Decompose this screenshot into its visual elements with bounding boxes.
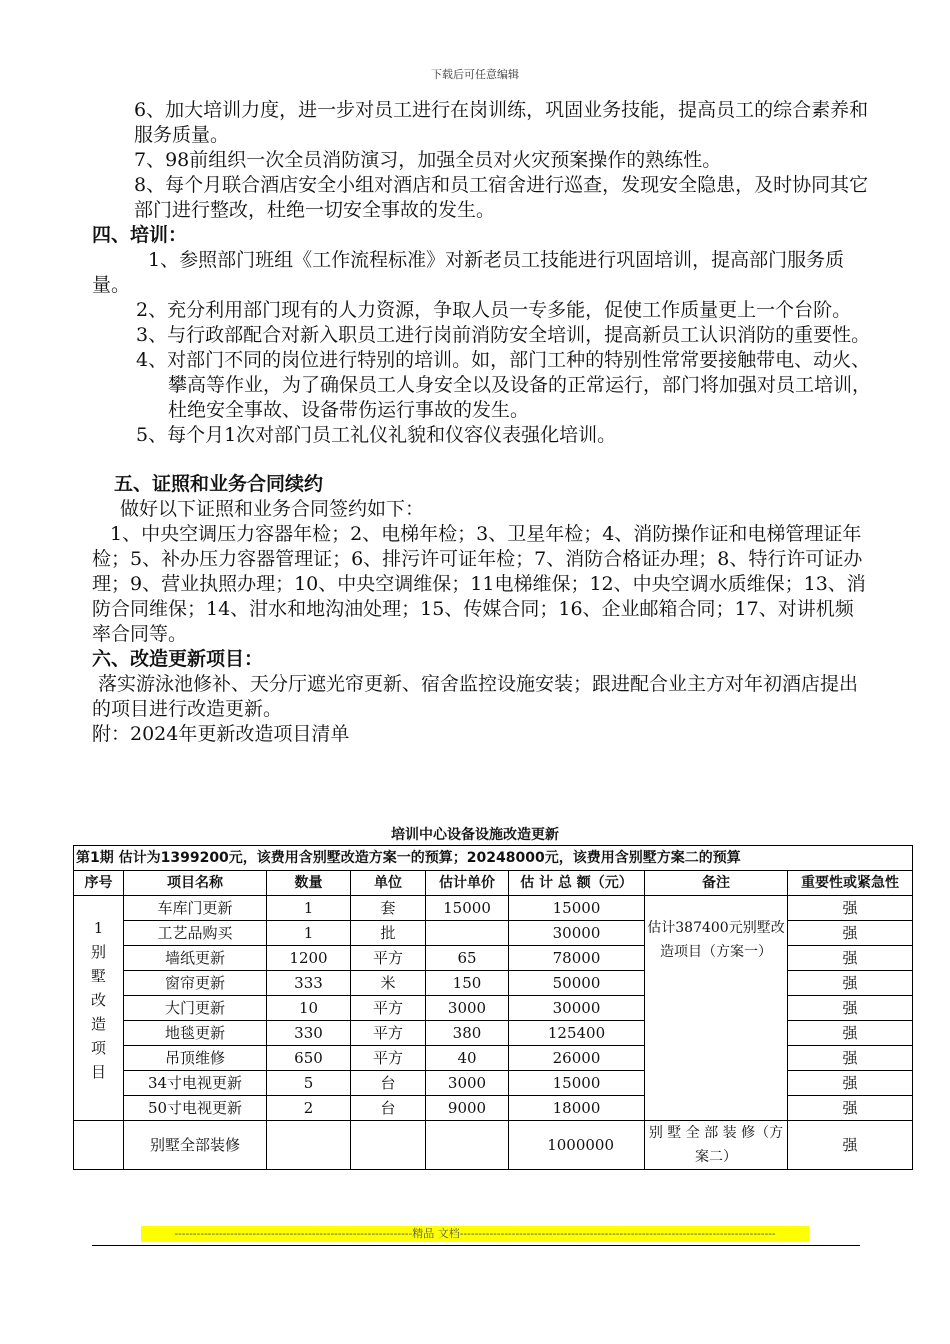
cell-qty: 1 (267, 896, 351, 921)
cell-name: 地毯更新 (124, 1021, 267, 1046)
table-caption: 培训中心设备设施改造更新 (391, 827, 559, 843)
table-row (74, 1046, 913, 1071)
cell-price: 15000 (426, 896, 509, 921)
paragraph-item-6: 6、加大培训力度，进一步对员工进行在岗训练，巩固业务技能，提高员工的综合素养和服务质量。 (134, 99, 869, 146)
section-heading-licenses: 五、证照和业务合同续约 (114, 473, 324, 495)
table-row (74, 1021, 913, 1046)
cell-name: 窗帘更新 (124, 971, 267, 996)
cell-note: 别 墅 全 部 装 修（方案二） (645, 1121, 788, 1170)
header-unit: 单位 (351, 871, 426, 896)
cell-name: 吊顶维修 (124, 1046, 267, 1071)
cell-total: 26000 (509, 1046, 645, 1071)
cell-total: 78000 (509, 946, 645, 971)
table-title-row (74, 846, 913, 871)
cell-price: 9000 (426, 1096, 509, 1121)
cell-unit: 台 (351, 1071, 426, 1096)
cell-total: 30000 (509, 921, 645, 946)
header-total: 估 计 总 额（元） (509, 871, 645, 896)
cell-name: 大门更新 (124, 996, 267, 1021)
cell-total: 18000 (509, 1096, 645, 1121)
training-item-5: 5、每个月1次对部门员工礼仪礼貌和仪容仪表强化培训。 (136, 424, 617, 446)
licenses-body: 1、中央空调压力容器年检；2、电梯年检；3、卫星年检；4、消防操作证和电梯管理证年检；5、补办压力容器管理证；6、排污许可证年检；7、消防合格证办理；8、特行许可证办理；9、营业执照办理；10、中央空调维保；11电梯维保；12、中央空调水质维保；13、消防合同维保；14、泔水和地沟油处理；15、传媒合同；16、企业邮箱合同；17、对讲机频率合同等。 (92, 523, 866, 645)
cell-unit: 平方 (351, 1046, 426, 1071)
spacer (92, 448, 872, 472)
cell-total: 125400 (509, 1021, 645, 1046)
document-body (92, 98, 872, 747)
cell-qty: 650 (267, 1046, 351, 1071)
cell-unit: 台 (351, 1096, 426, 1121)
cell-total: 15000 (509, 896, 645, 921)
cell-empty (74, 1121, 124, 1170)
footer-divider (92, 1245, 860, 1246)
cell-empty (426, 1121, 509, 1170)
cell-price: 150 (426, 971, 509, 996)
table-row (74, 921, 913, 946)
table-row (74, 946, 913, 971)
cell-price: 3000 (426, 996, 509, 1021)
cell-level: 强 (788, 946, 913, 971)
cell-level: 强 (788, 1021, 913, 1046)
header-urgency: 重要性或紧急性 (788, 871, 913, 896)
cell-total: 30000 (509, 996, 645, 1021)
cell-price: 65 (426, 946, 509, 971)
table-row (74, 996, 913, 1021)
cell-total: 50000 (509, 971, 645, 996)
renovation-body: 落实游泳池修补、天分厅遮光帘更新、宿舍监控设施安装；跟进配合业主方对年初酒店提出的项目进行改造更新。 (92, 673, 859, 720)
header-seq: 序号 (74, 871, 124, 896)
cell-level: 强 (788, 1096, 913, 1121)
cell-qty: 5 (267, 1071, 351, 1096)
cell-level: 强 (788, 921, 913, 946)
cell-name: 别墅全部装修 (124, 1121, 267, 1170)
section-heading-renovation: 六、改造更新项目： (92, 648, 264, 670)
cell-total: 1000000 (509, 1121, 645, 1170)
header-qty: 数量 (267, 871, 351, 896)
table-row (74, 971, 913, 996)
group-label: 1别墅改造项目 (74, 896, 124, 1121)
table-row (74, 1071, 913, 1096)
table-row-full-renovation (74, 1121, 913, 1170)
cell-total: 15000 (509, 1071, 645, 1096)
header-note: 备注 (645, 871, 788, 896)
cell-qty: 10 (267, 996, 351, 1021)
table-header-row (74, 871, 913, 896)
cell-qty: 330 (267, 1021, 351, 1046)
section-heading-training: 四、培训： (92, 224, 188, 246)
training-item-4: 4、对部门不同的岗位进行特别的培训。如，部门工种的特别性常常要接触带电、动火、攀高等作业，为了确保员工人身安全以及设备的正常运行，部门将加强对员工培训，杜绝安全事故、设备带伤运行事故的发生。 (136, 349, 872, 421)
table-title: 第1期 估计为1399200元，该费用含别墅改造方案一的预算；20248000元，该费用含别墅方案二的预算 (74, 846, 913, 871)
licenses-intro: 做好以下证照和业务合同签约如下： (120, 498, 425, 520)
cell-level: 强 (788, 896, 913, 921)
cell-level: 强 (788, 1121, 913, 1170)
page-header: 下载后可任意编辑 (431, 68, 519, 81)
cell-level: 强 (788, 1046, 913, 1071)
table-row (74, 896, 913, 921)
cell-price: 3000 (426, 1071, 509, 1096)
cell-unit: 米 (351, 971, 426, 996)
group-note: 估计387400元别墅改造项目（方案一） (645, 896, 788, 1121)
renovation-table (73, 845, 913, 1170)
cell-qty: 1 (267, 921, 351, 946)
header-price: 估计单价 (426, 871, 509, 896)
attachment-line: 附：2024年更新改造项目清单 (92, 723, 350, 745)
cell-level: 强 (788, 996, 913, 1021)
cell-price: 380 (426, 1021, 509, 1046)
cell-price (426, 921, 509, 946)
cell-name: 50寸电视更新 (124, 1096, 267, 1121)
cell-name: 墙纸更新 (124, 946, 267, 971)
cell-unit: 批 (351, 921, 426, 946)
cell-unit: 套 (351, 896, 426, 921)
cell-name: 工艺品购买 (124, 921, 267, 946)
cell-qty: 333 (267, 971, 351, 996)
cell-unit: 平方 (351, 946, 426, 971)
training-item-3: 3、与行政部配合对新入职员工进行岗前消防安全培训，提高新员工认识消防的重要性。 (136, 324, 871, 346)
header-name: 项目名称 (124, 871, 267, 896)
training-item-2: 2、充分利用部门现有的人力资源，争取人员一专多能，促使工作质量更上一个台阶。 (136, 299, 852, 321)
paragraph-item-7: 7、98前组织一次全员消防演习，加强全员对火灾预案操作的熟练性。 (134, 149, 722, 171)
cell-qty: 2 (267, 1096, 351, 1121)
cell-name: 车库门更新 (124, 896, 267, 921)
cell-name: 34寸电视更新 (124, 1071, 267, 1096)
page-footer: ----------------------------------------------------------------精品 文档------------------------------------------------------------------------------------- (141, 1226, 809, 1242)
cell-level: 强 (788, 971, 913, 996)
cell-price: 40 (426, 1046, 509, 1071)
table-row (74, 1096, 913, 1121)
cell-qty: 1200 (267, 946, 351, 971)
paragraph-item-8: 8、每个月联合酒店安全小组对酒店和员工宿舍进行巡查，发现安全隐患，及时协同其它部门进行整改，杜绝一切安全事故的发生。 (134, 174, 869, 221)
cell-unit: 平方 (351, 1021, 426, 1046)
cell-unit: 平方 (351, 996, 426, 1021)
cell-empty (351, 1121, 426, 1170)
cell-empty (267, 1121, 351, 1170)
cell-level: 强 (788, 1071, 913, 1096)
training-item-1: 1、参照部门班组《工作流程标准》对新老员工技能进行巩固培训，提高部门服务质量。 (92, 249, 845, 296)
